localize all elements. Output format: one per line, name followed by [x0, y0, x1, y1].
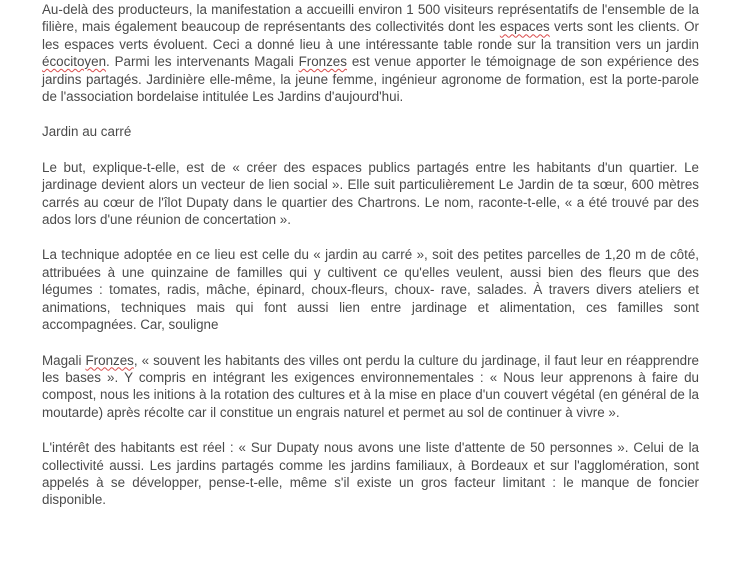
paragraph-1-text-d: est venue apporter le témoignage de son expérience des jardins partagés. Jardinière elle-même, la jeune femme, ingénieur agronome de formation, est la porte-parole de l'association bordelaise intitulée Les Jardins d'aujourd'hui. [42, 54, 699, 105]
section-heading: Jardin au carré [42, 124, 132, 140]
paragraph-1-text-c: . Parmi les intervenants Magali [106, 54, 299, 70]
paragraph-spacer [42, 334, 699, 352]
spellcheck-word-fronzes[interactable]: Fronzes [298, 54, 347, 70]
paragraph-1-text-b: verts sont les clients. Or les espaces verts évoluent. Ceci a donné lieu à une intéressante table ronde sur la transition vers un jardin [42, 19, 699, 52]
paragraph-5: L'intérêt des habitants est réel : « Sur Dupaty nous avons une liste d'attente de 50 personnes ». Celui de la collectivité aussi. Les jardins partagés comme les jardins familiaux, à Bordeaux et sur l'agglomération, sont appelés à se développer, pense-t-elle, même s'il existe un gros facteur limitant : le manque de foncier disponible. [42, 440, 699, 508]
paragraph-spacer [42, 421, 699, 439]
paragraph-4-text-a: Magali [42, 352, 86, 368]
paragraph-spacer [42, 141, 699, 159]
paragraph-1 [42, 1, 699, 105]
paragraph-spacer [42, 228, 699, 246]
paragraph-3: La technique adoptée en ce lieu est celle du « jardin au carré », soit des petites parcelles de 1,20 m de côté, attribuées à une quinzaine de familles qui y cultivent ce qu'elles veulent, aussi bien des fleurs que des légumes : tomates, radis, mâche, épinard, choux-fleurs, choux- rave, salades. À travers divers ateliers et animations, techniques mais qui font aussi lien entre jardinage et alimentation, ces familles sont accompagnées. Car, souligne [42, 247, 699, 333]
spellcheck-word-fronzes[interactable]: Fronzes [85, 352, 134, 368]
document-body [42, 1, 699, 509]
spellcheck-word-espaces[interactable]: espaces [499, 19, 550, 35]
paragraph-1-text-a: Au-delà des producteurs, la manifestation a accueilli environ 1 500 visiteurs représentatifs de l'ensemble de la filière, mais également beaucoup de représentants des collectivités dont les [42, 2, 699, 35]
paragraph-2: Le but, explique-t-elle, est de « créer des espaces publics partagés entre les habitants d'un quartier. Le jardinage devient alors un vecteur de lien social ». Elle suit particulièrement Le Jardin de ta sœur, 600 mètres carrés au cœur de l'îlot Dupaty dans le quartier des Chartrons. Le nom, raconte-t-elle, « a été trouvé par des ados lors d'une réunion de concertation ». [42, 159, 699, 228]
paragraph-4 [42, 352, 699, 422]
spellcheck-word-ecocitoyen[interactable]: écocitoyen [42, 54, 107, 70]
paragraph-spacer [42, 105, 699, 123]
paragraph-4-text-b: , « souvent les habitants des villes ont perdu la culture du jardinage, il faut leur en réapprendre les bases ». Y compris en intégrant les exigences environnementales : « Nous leur apprenons à faire du compost, nous les initions à la rotation des cultures et à la mise en place d'un couvert végétal (en général de la moutarde) après récolte car il constitue un engrais naturel et permet au sol de continuer à vivre ». [42, 352, 699, 420]
